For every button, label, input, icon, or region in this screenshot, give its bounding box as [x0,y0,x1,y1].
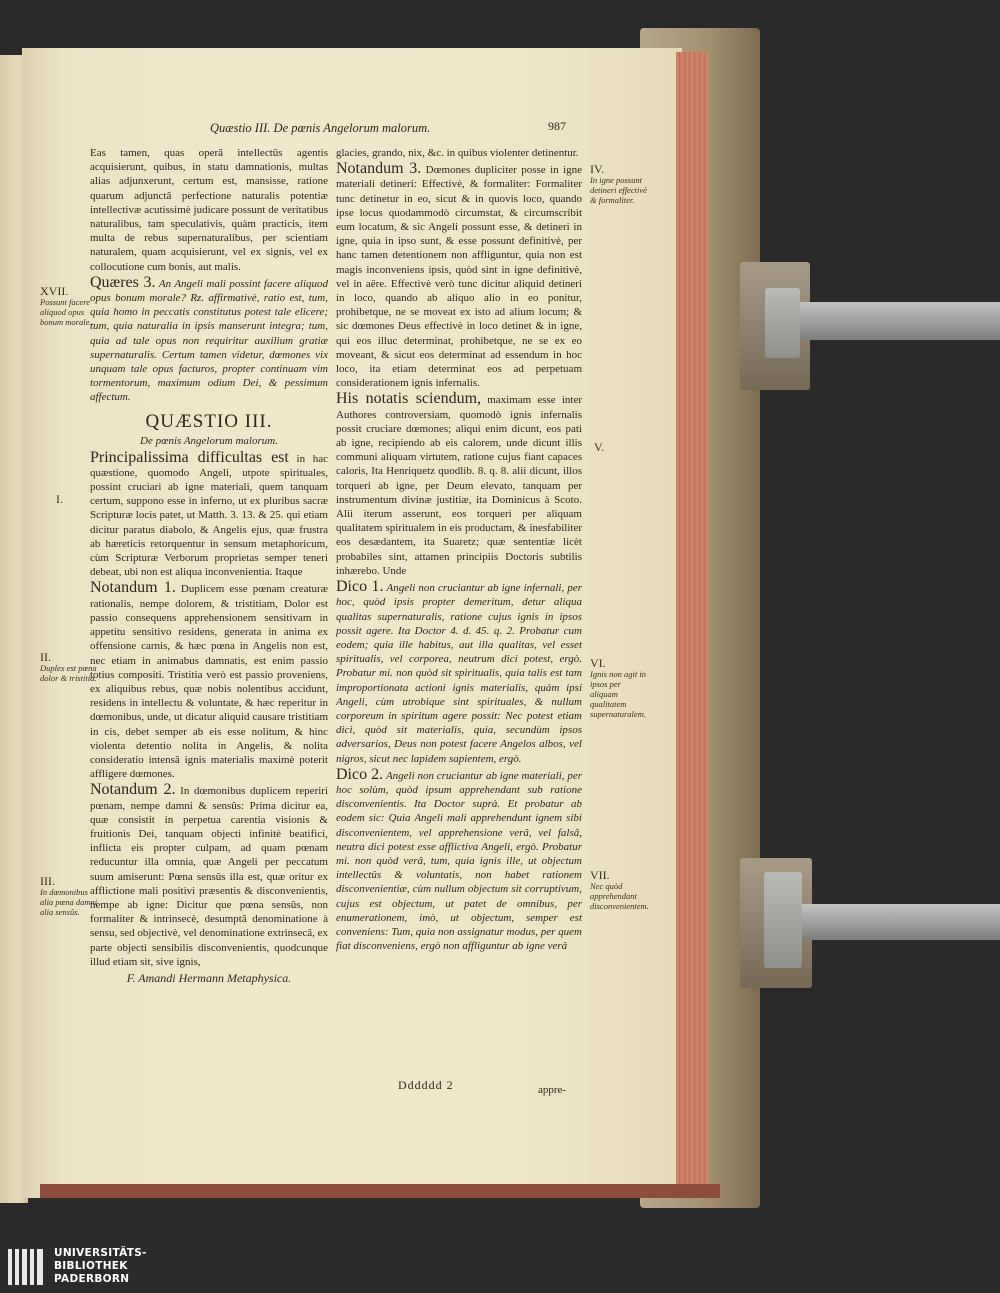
paragraph-text: Dœmones dupliciter posse in igne materiali detineri: Effectivè, & formaliter: Formaliter tunc detinetur in eo, sicut & in quovis loco, quando ipse locus quodammodò circumstat, & circumscribit eum locatum, & sic Angeli possunt esse, & detineri in igne, quia in ipso sunt, & esse possunt definitivè, per hanc tamen detentionem non affliguntur, quia non est magis inconveniens ipsis, quòd sint in igne definitivè, vel in aëre. Effectivè verò tunc dicitur aliquid detineri in loco, quando ab aliquo alio in eo ponitur, prohibetque, ne se moveat ex isto ad alium locum; & sic dœmones Deus effectivè in loco detinet & in igne, qui eos illuc determinat, prohibetque, ne se ex eo moveant, & sicut eos determinat ad essendum in hoc loco, ita etiam determinat eos ad perpetuam considerationem ignis infernalis. [336,164,583,390]
paragraph-lead: His notatis sciendum, [336,390,482,408]
left-column [90,146,328,986]
margin-note-text: Duplex est pœna dolor & tristitia. [40,663,97,683]
paragraph-lead: Dico 2. [336,765,384,783]
margin-note-iii [40,876,98,917]
margin-note-v [594,442,652,453]
page-number: 987 [548,119,566,133]
paragraph-lead: Dico 1. [336,578,384,596]
margin-note-number: XVII. [40,284,69,298]
paragraph [90,581,328,781]
margin-note-number: V. [594,440,605,454]
paragraph-text: Duplicem esse pœnam creaturæ rationalis, nempe dolorem, & tristitiam, Dolor est passio consequens apprehensionem sensitivam in appetitu sensitivo residens, generata in anima ex offensione carnis, & hæc pœna in Angelis non est, nec etiam in animabus damnatis, est enim passio totius compositi. Tristitia verò est passio proveniens, ex aliquibus rebus, quæ nobis nolentibus accidunt, residens in intellectu & voluntate, & hæc reperitur in dœmonibus, unde, ut dicatur aliquid causare tristitiam in cis, debet semper ab eis esse nolitum, & hinc violenta detentio nolita in Angelis, & nolita consideratio intensâ ignis materialis maximè poterit affligere dœmones. [90,583,329,781]
margin-note-i [56,494,114,505]
paragraph: Eas tamen, quas operâ intellectûs agentis acquisierunt, quibus, in statu damnationis, multas alias adjunxerunt, certum est, mansisse, ratione quarum adjunctâ perfectione naturalis potentiæ intellectivæ acutissimè judicare possunt de veritatibus naturalibus, tam speculativis, quàm practicis, item multa de rebus supernaturalibus, per scientiam naturalem, quam acquisierunt, vel ex signis, vel ex collocutione cum bonis, aut malis. [90,147,328,273]
margin-note-number: II. [40,650,51,664]
catchword: appre- [538,1084,567,1096]
paragraph: glacies, grando, nix, &c. in quibus violenter detinentur. [336,147,579,159]
paragraph [336,392,582,578]
library-name-line: PADERBORN [54,1273,130,1285]
signature-mark: Dddddd 2 [398,1078,454,1092]
section-heading: QUÆSTIO III. [145,410,273,432]
right-column [336,146,582,955]
margin-note-text: Possunt facere aliquod opus bonum morale. [40,297,92,327]
library-footer [0,1243,1000,1293]
margin-note-number: IV. [590,162,605,176]
paragraph-lead: Notandum 3. [336,160,422,178]
footer-title: F. Amandi Hermann Metaphysica. [126,970,292,985]
paragraph-text: Angeli non cruciantur ab igne infernali, per hoc, quòd ipsis propter demeritum, detur aliqua qualitas supernaturalis, ratione cujus ignis in ipsos possit agere. Ita Doctor 4. d. 45. q. 2. Probatur cum eodem; quia ille habitus, aut illa qualitas, vel esset spiritualis, vel corporea, neutrum dici potest, ergò. Probatur mi. non quòd sit spiritualis, quia talis est tam improportionata actioni ignis materialis, quàm ipsi Angeli, cùm utrobique sint spirituales, & nullum corporeum in spiritum agere possit: Nec potest etiam dici, quòd sit materialis, quia, secundùm ipsos adversarios, Deus non potest facere Angelos albos, vel nigros, sicut nec lapidem sapientem, ergò. [336,582,582,765]
library-name-line: BIBLIOTHEK [54,1260,128,1272]
library-logo-icon [8,1249,48,1285]
paragraph-text: An Angeli mali possint facere aliquod opus bonum morale? Rz. affirmativè, ratio est, tum, quia homo in peccatis constitutus potest tale elicere; tum, quia naturalia in ipsis manserunt integra; tum, quia ad tale opus non requiritur auxilium gratiæ supernaturalis. Certum tamen videtur, dœmones vix unquam tale opus facturos, propter continuam vim tormentorum, maximum odium Dei, & pessimum affectum. [90,277,329,404]
paragraph [336,580,582,766]
margin-note-vii [590,870,648,911]
margin-note-number: VI. [590,656,606,670]
paragraph [336,765,582,954]
paragraph [90,783,328,969]
paragraph-lead: Notandum 1. [90,579,176,597]
library-name [54,1247,147,1286]
margin-note-xvii [40,286,98,327]
margin-note-number: III. [40,874,55,888]
section-subheading: De pœnis Angelorum malorum. [140,434,278,447]
margin-note-text: In dœmonibus alia pœna damni alia sensûs. [40,887,98,917]
red-page-edge [676,52,708,1192]
margin-note-iv [590,164,648,205]
margin-note-number: I. [56,492,63,506]
paragraph-lead: Principalissima difficultas est [90,448,289,466]
bottom-edge [40,1184,720,1198]
paragraph [336,162,582,390]
paragraph-text: maximam esse inter Authores controversiam, quomodò ignis infernalis possit cruciare dœmones; aliqui enim dicunt, eos pati ab igne, recipiendo ab eis calorem, unde dicunt illis communi aliquam virtutem, ratione cujus fiant capaces caloris, Ita Henriquetz quodlib. 8. q. 8. alii dicunt, illos torqueri ab igne, per Deum elevato, tanquam per instrumentum divinæ justitiæ, ita Dominicus à Scoto. Alii iterum asserunt, eos torqueri per aliquam qualitatem spiritualem in eis productam, & inesfabiliter eos desædantem, ita Suaretz; quæ sententiæ licèt probabiles sint, attamen principiis Doctoris subtilis inhærebo. Unde [336,394,582,577]
paragraph-lead: Quæres 3. [90,273,156,291]
margin-note-text: In igne possunt detineri effectivè & formaliter. [590,175,647,205]
running-head: Quæstio III. De pœnis Angelorum malorum. [210,121,431,135]
margin-note-ii [40,652,98,683]
margin-note-number: VII. [590,868,610,882]
margin-note-text: Nec quòd apprehendant disconvenientem. [590,881,649,911]
paragraph-text: Angeli non cruciantur ab igne materiali, per hoc solùm, quòd ipsum apprehendant sub ratione disconvenientis. Ita Doctor suprà. Et probatur ab eodem sic: Quia Angeli mali apprehendunt ignem sibi disconvenientem, vel apprehensione verâ, vel falsâ, neutra dici potest esse afflictiva Angeli, ergò. Probatur mi. non quòd verâ, tum, quia ignis ille, ut objectum intellectûs & voluntatis, non habet rationem disconvenientiæ, cùm nullum objectum sit corruptivum, cujus est objectum, ut patet de omnibus, per enumerationem, imò, ut objectum, semper est conveniens: Tum, quia non assignatur modus, per quem fiat disconveniens, ergò non affliguntur ab igne verâ [336,769,582,953]
margin-note-text: Ignis non agit in ipsos per aliquam qualitatem supernaturalem. [590,669,646,719]
paragraph [90,448,329,580]
paragraph-lead: Notandum 2. [90,781,176,799]
paragraph-text: In dœmonibus duplicem reperiri pœnam, nempe damni & sensûs: Prima dicitur ea, quæ consistit in perpetua carentia visionis & fruitionis Dei, tanquam objecti infinitè beatifici, inflicta eis propter culpam, ad quam pœnam reducuntur illa omnia, quæ Angeli per peccatum suum amiserunt: Pœna sensûs illa est, quæ oritur ex afflictione mali positivi præsentis & disconvenientis, nempe ab igne: Dicitur que pœna sensûs, non formaliter & intrinsecè, desumptâ denominatione à sensu, sed objectivè, vel denominatione extrinsecâ, ex parte objecti sensibilis disconvenientis, quodcunque illud etiam sit, sive ignis, [90,785,329,968]
paragraph [90,273,329,405]
margin-note-vi [590,658,648,719]
library-name-line: UNIVERSITÄTS- [54,1247,147,1259]
paragraph-text: in hac quæstione, quomodo Angeli, utpote spirituales, possint cruciari ab igne materiali, quem tanquam certum, suppono esse in inferno, ut ex pluribus sacræ Scripturæ locis patet, ut Matth. 3. 13. & 25. qui etiam dicitur paratus diabolo, & Angelis ejus, quæ frustra ab hæreticis retorquentur in sensum metaphoricum, cùm Scripturæ Verborum proprietas semper teneri debeat, ubi non est aliqua inconvenientia. Itaque [90,452,329,579]
